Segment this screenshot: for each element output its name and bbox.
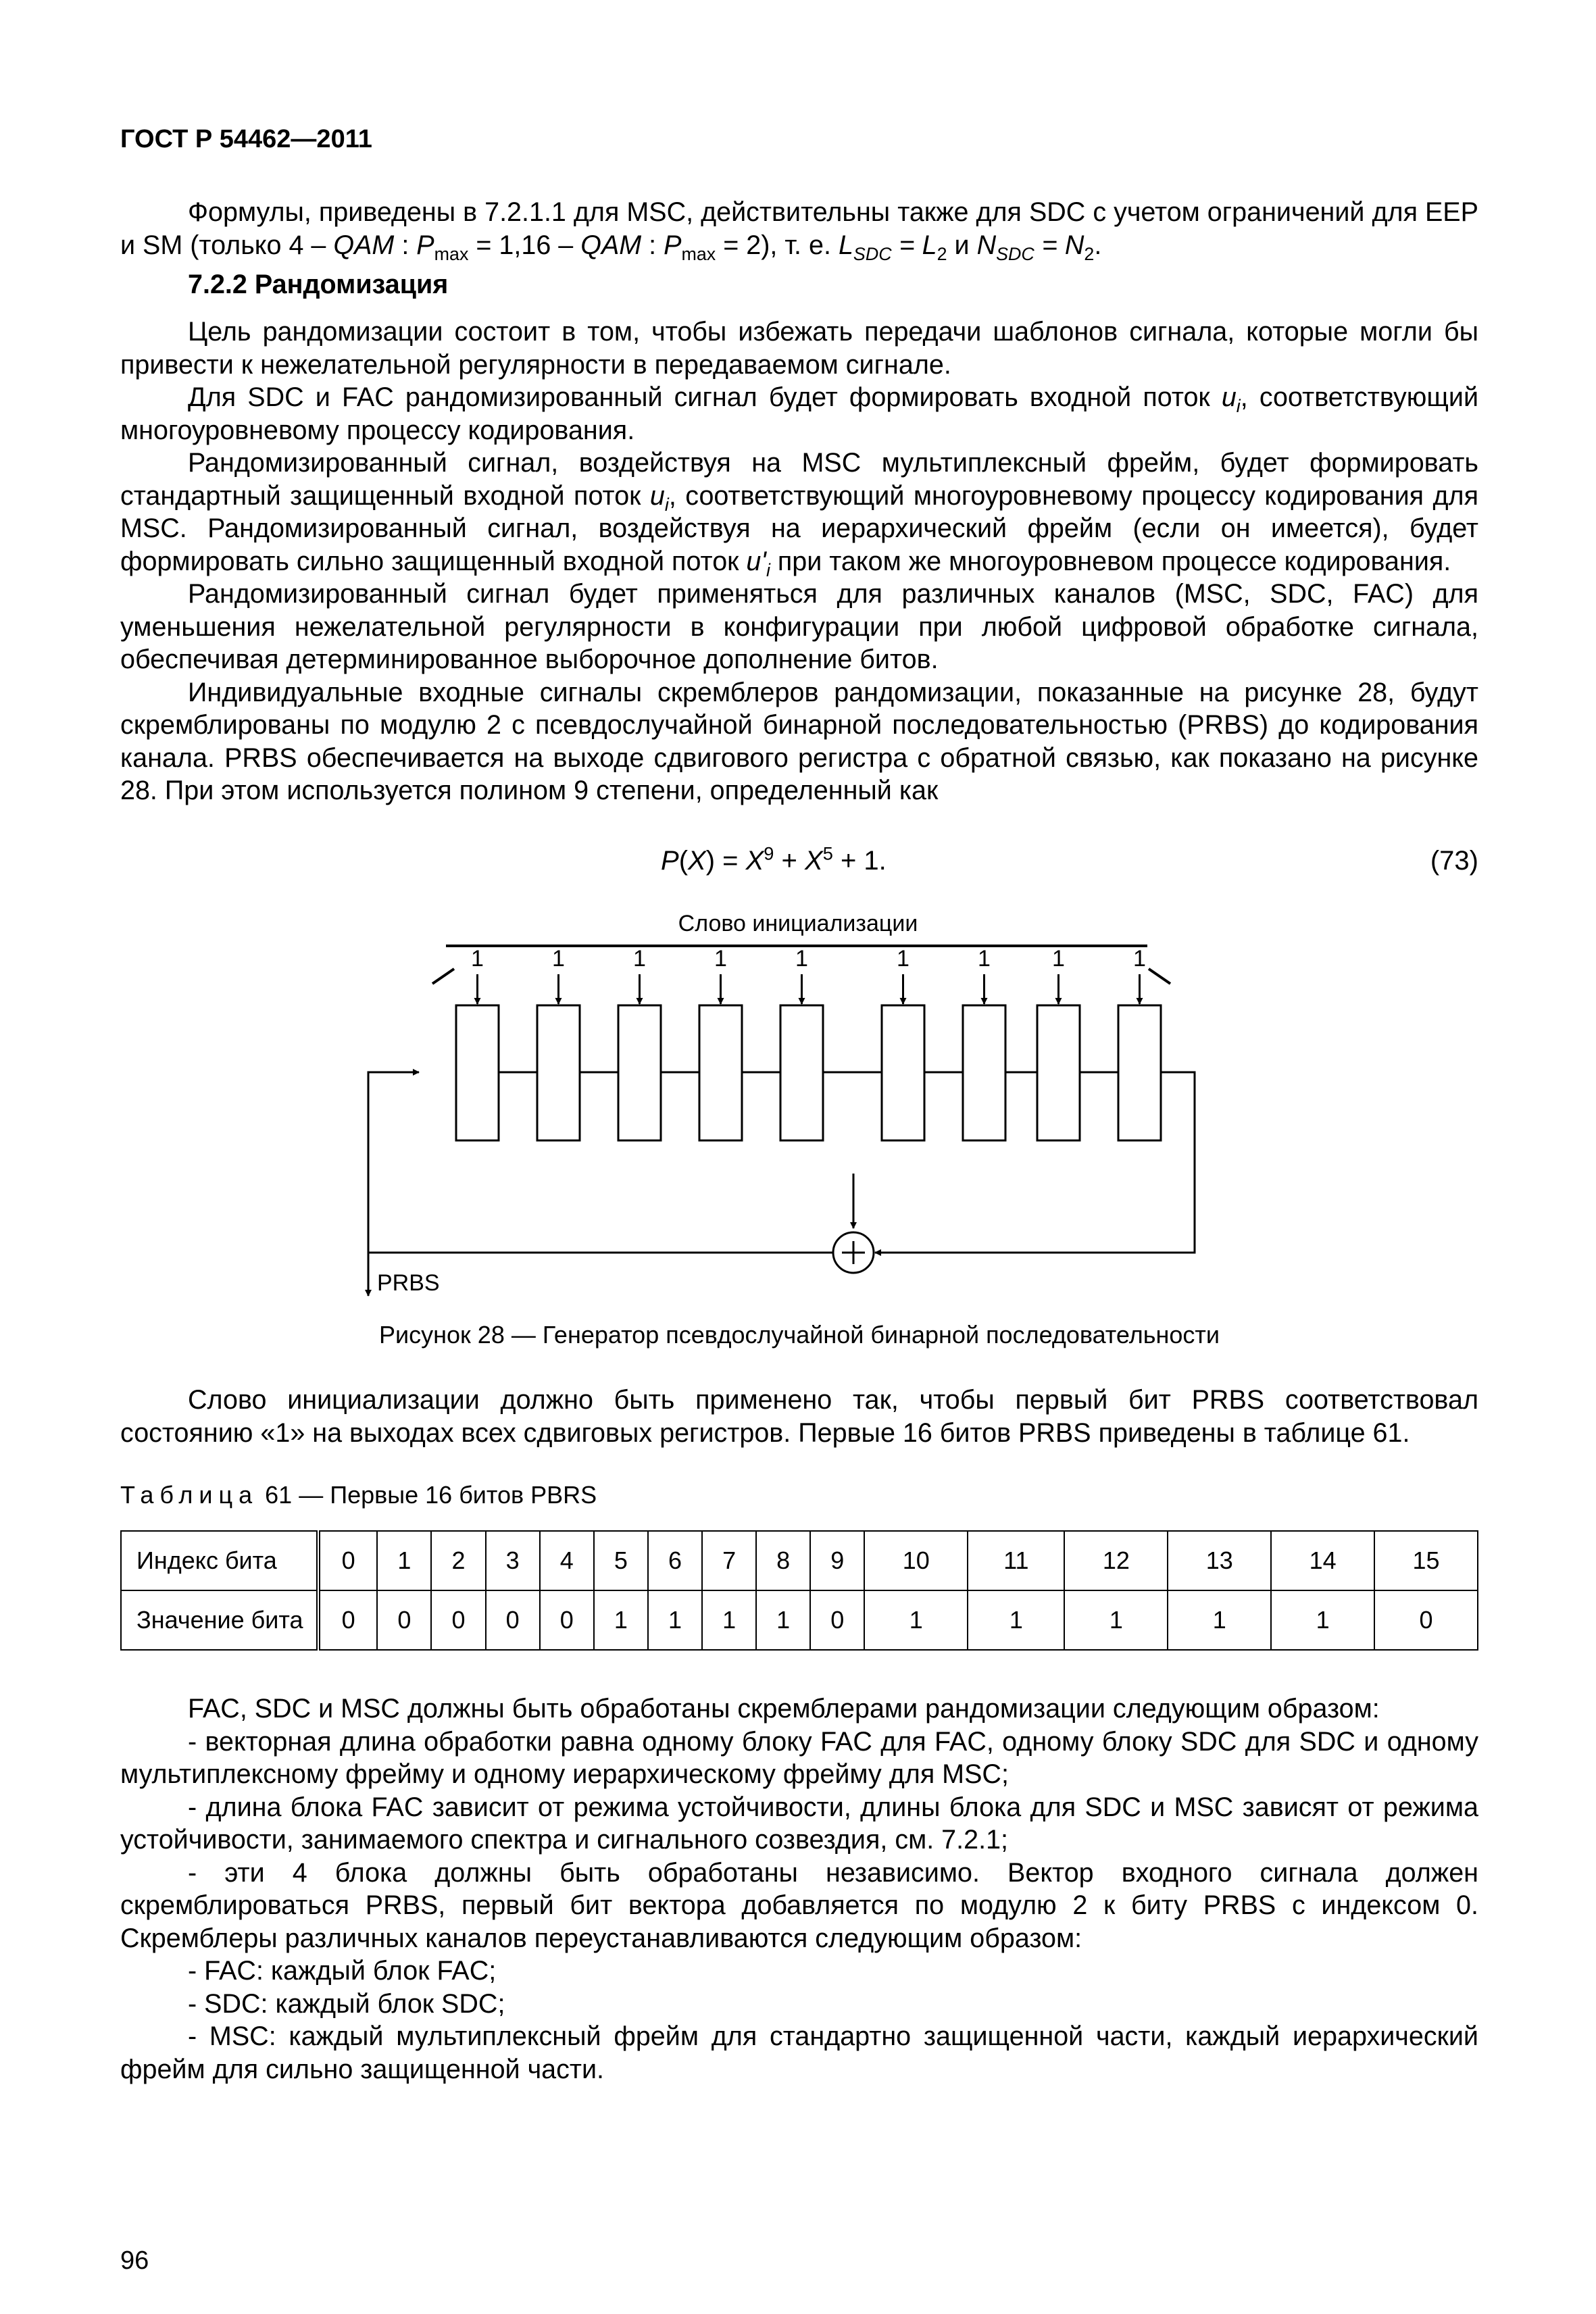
- shift-register-cell: [963, 1005, 1005, 1140]
- rule-item: - MSC: каждый мультиплексный фрейм для стандартно защищенной части, каждый иерархический фрейм для сильно защищенной части.: [120, 2021, 1478, 2084]
- cell-value: 0: [810, 1590, 864, 1650]
- cell-value: 1: [1271, 1590, 1374, 1650]
- init-word-label: Слово инициализации: [678, 911, 918, 936]
- rule-item: - векторная длина обработки равна одному блоку FAC для FAC, одному блоку SDC для SDC и одному мультиплексному фрейму и одному иерархическому фрейму для MSC;: [120, 1726, 1478, 1789]
- row-label-index: Индекс бита: [121, 1531, 318, 1590]
- cell-index: 10: [864, 1531, 968, 1590]
- shift-register-cell: [882, 1005, 924, 1140]
- init-bit-label: 1: [714, 946, 727, 972]
- cell-value: 0: [540, 1590, 594, 1650]
- main-text: [120, 196, 1478, 807]
- paragraph-channels: Рандомизированный сигнал будет применяться для различных каналов (MSC, SDC, FAC) для уменьшения нежелательной регулярности в конфигурации при любой цифровой обработке сигнала, обеспечивая детерминированное выборочное дополнение битов.: [120, 579, 1478, 674]
- shift-register-cell: [537, 1005, 580, 1140]
- init-bit-label: 1: [897, 946, 909, 972]
- cell-index: 8: [756, 1531, 810, 1590]
- paragraph-purpose: Цель рандомизации состоит в том, чтобы избежать передачи шаблонов сигнала, которые могли бы привести к нежелательной регулярности в передаваемом сигнале.: [120, 317, 1478, 380]
- cell-index: 6: [648, 1531, 702, 1590]
- cell-value: 1: [756, 1590, 810, 1650]
- shift-register-cell: [780, 1005, 823, 1140]
- shift-register-cell: [618, 1005, 661, 1140]
- cell-index: 12: [1064, 1531, 1168, 1590]
- section-title: 7.2.2 Рандомизация: [188, 270, 449, 299]
- init-bit-label: 1: [471, 946, 484, 972]
- shift-register-cell: [699, 1005, 742, 1140]
- table-row-value: [121, 1590, 1478, 1650]
- cell-index: 1: [377, 1531, 431, 1590]
- paragraph-prbs: Индивидуальные входные сигналы скремблеров рандомизации, показанные на рисунке 28, будут скремблированы по модулю 2 с псевдослучайной бинарной последовательностью (PRBS) до кодирования канала. PRBS обеспечивается на выходе сдвигового регистра с обратной связью, как показано на рисунке 28. При этом используется полином 9 степени, определенный как: [120, 677, 1478, 805]
- prbs-output-label: PRBS: [377, 1270, 440, 1296]
- rule-item: - эти 4 блока должны быть обработаны независимо. Вектор входного сигнала должен скремблироваться PRBS, первый бит вектора добавляется по модулю 2 к биту PRBS с индексом 0. Скремблеры различных каналов переустанавливаются следующим образом:: [120, 1857, 1478, 1953]
- cell-value: 0: [431, 1590, 485, 1650]
- rule-item: - SDC: каждый блок SDC;: [188, 1988, 505, 2019]
- cell-index: 3: [486, 1531, 540, 1590]
- intro-paragraph: Формулы, приведены в 7.2.1.1 для MSC, действительны также для SDC с учетом ограничений для EEP и SM (только 4 – QAM : $P_{max} = 1,16$ – QAM : $P_{max} = 2$), т. е. $L_{SDC} = L_2$ и $N_{SDC} = N_2$.: [120, 197, 1478, 264]
- cell-value: 1: [702, 1590, 756, 1650]
- cell-index: 7: [702, 1531, 756, 1590]
- page-number: 96: [120, 2246, 149, 2275]
- cell-index: 2: [431, 1531, 485, 1590]
- cell-index: 5: [594, 1531, 648, 1590]
- shift-register-cell: [1037, 1005, 1080, 1140]
- init-bit-label: 1: [552, 946, 565, 972]
- formula-number: (73): [1430, 846, 1478, 876]
- paragraph-sdc-fac: Для SDC и FAC рандомизированный сигнал будет формировать входной поток $u_i$, соответствующий многоуровневому процессу кодирования.: [120, 382, 1479, 445]
- prbs-table: [120, 1530, 1478, 1651]
- cell-value: 1: [594, 1590, 648, 1650]
- cell-index: 14: [1271, 1531, 1374, 1590]
- cell-value: 0: [1374, 1590, 1478, 1650]
- cell-value: 1: [968, 1590, 1064, 1650]
- init-bit-label: 1: [978, 946, 991, 972]
- cell-value: 1: [1168, 1590, 1271, 1650]
- paragraph-msc: Рандомизированный сигнал, воздействуя на MSC мультиплексный фрейм, будет формировать стандартный защищенный входной поток $u_i$, соответствующий многоуровневому процессу кодирования для MSC. Рандомизированный сигнал, воздействуя на иерархический фрейм (если он имеется), будет формировать сильно защищенный входной поток $u'_i$ при таком же многоуровневом процессе кодирования.: [120, 448, 1478, 580]
- shift-register-cell: [1118, 1005, 1161, 1140]
- init-bit-label: 1: [1133, 946, 1146, 972]
- bracket-left-tick: [432, 969, 454, 984]
- cell-value: 1: [1064, 1590, 1168, 1650]
- cell-value: 0: [486, 1590, 540, 1650]
- rule-item: - длина блока FAC зависит от режима устойчивости, длины блока для SDC и MSC зависят от режима устойчивости, занимаемого спектра и сигнального созвездия, см. 7.2.1;: [120, 1792, 1478, 1855]
- document-header: ГОСТ Р 54462—2011: [120, 125, 372, 153]
- cell-value: 1: [648, 1590, 702, 1650]
- cell-index: 15: [1374, 1531, 1478, 1590]
- rules-intro: FAC, SDC и MSC должны быть обработаны скремблерами рандомизации следующим образом:: [188, 1694, 1380, 1724]
- init-bit-label: 1: [795, 946, 808, 972]
- formula-expression: $P(X) = X^9 + X^5 + 1$.: [661, 842, 887, 876]
- prbs-generator-diagram: [120, 899, 1478, 1304]
- cell-value: 0: [318, 1590, 377, 1650]
- rule-item: - FAC: каждый блок FAC;: [188, 1956, 497, 1986]
- shift-register-cell: [456, 1005, 499, 1140]
- feedback-input-line: [368, 1072, 419, 1253]
- cell-value: 0: [377, 1590, 431, 1650]
- figure-caption: Рисунок 28 — Генератор псевдослучайной бинарной последовательности: [379, 1321, 1220, 1349]
- table-row-index: [121, 1531, 1478, 1590]
- shift-registers: [456, 946, 1161, 1140]
- cell-index: 13: [1168, 1531, 1271, 1590]
- cell-index: 9: [810, 1531, 864, 1590]
- init-word-paragraph: Слово инициализации должно быть применено так, чтобы первый бит PRBS соответствовал состоянию «1» на выходах всех сдвиговых регистров. Первые 16 битов PRBS приведены в таблице 61.: [120, 1385, 1478, 1448]
- cell-index: 11: [968, 1531, 1064, 1590]
- table-caption: Таблица 61 — Первые 16 битов PBRS: [120, 1481, 597, 1509]
- formula-73: [120, 842, 1478, 886]
- cell-index: 4: [540, 1531, 594, 1590]
- cell-index: 0: [318, 1531, 377, 1590]
- bracket-right-tick: [1149, 969, 1170, 984]
- scrambler-rules: [120, 1692, 1478, 2086]
- prbs-generator-figure: [120, 899, 1478, 1304]
- init-bit-label: 1: [633, 946, 646, 972]
- init-bit-label: 1: [1052, 946, 1065, 972]
- cell-value: 1: [864, 1590, 968, 1650]
- row-label-value: Значение бита: [121, 1590, 318, 1650]
